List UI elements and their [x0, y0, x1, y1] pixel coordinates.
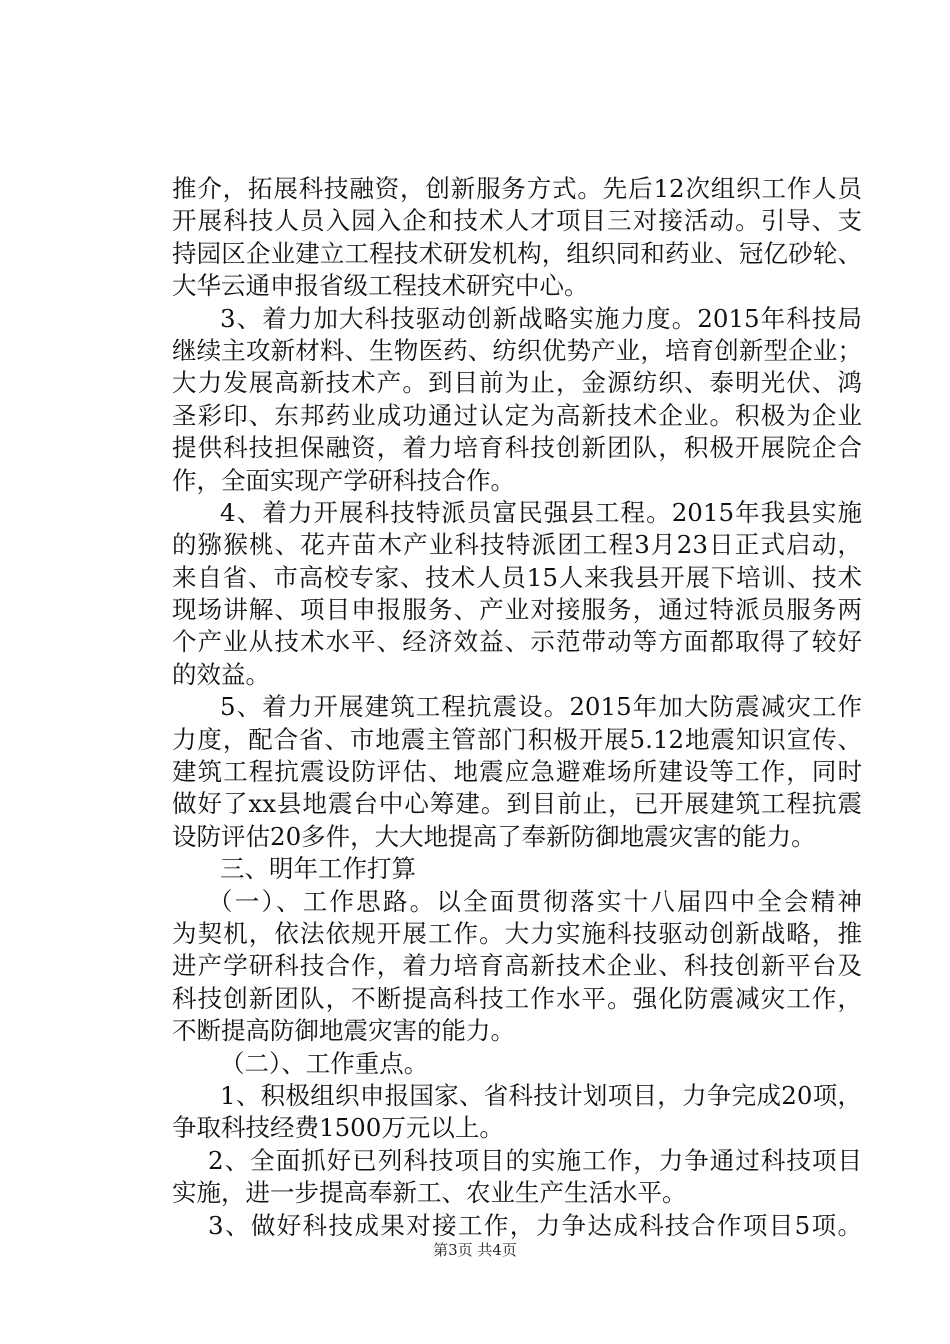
text-line: 的效益。	[172, 659, 270, 689]
text-line: 持园区企业建立工程技术研发机构，组织同和药业、冠亿砂轮、	[172, 238, 862, 268]
text-line: 提供科技担保融资，着力培育科技创新团队，积极开展院企合	[172, 433, 862, 463]
text-line: 做好了xx县地震台中心筹建。到目前止，已开展建筑工程抗震	[172, 789, 862, 819]
text-line: 推介，拓展科技融资，创新服务方式。先后12次组织工作人员	[172, 174, 862, 203]
paragraph-start-line: 1、积极组织申报国家、省科技计划项目，力争完成20项，	[220, 1080, 862, 1110]
text-line: 实施，进一步提高奉新工、农业生产生活水平。	[172, 1178, 687, 1208]
section-heading: 三、明年工作打算	[220, 854, 416, 884]
paragraph-start-line: 3、做好科技成果对接工作，力争达成科技合作项目5项。	[208, 1210, 862, 1240]
text-line: 争取科技经费1500万元以上。	[172, 1113, 504, 1143]
text-line: 现场讲解、项目申报服务、产业对接服务，通过特派员服务两	[172, 595, 862, 625]
text-line: 个产业从技术水平、经济效益、示范带动等方面都取得了较好	[172, 627, 862, 657]
page-number-footer: 第3页 共4页	[433, 1241, 517, 1259]
text-line: 圣彩印、东邦药业成功通过认定为高新技术企业。积极为企业	[172, 400, 862, 430]
text-line: 不断提高防御地震灾害的能力。	[172, 1016, 515, 1046]
text-line: 的猕猴桃、花卉苗木产业科技特派团工程3月23日正式启动，	[172, 530, 862, 560]
paragraph-start-line: 4、着力开展科技特派员富民强县工程。2015年我县实施	[220, 497, 862, 527]
text-line: 作，全面实现产学研科技合作。	[172, 465, 515, 495]
text-line: 科技创新团队，不断提高科技工作水平。强化防震减灾工作，	[172, 983, 862, 1013]
paragraph-start-line: （一）、工作思路。以全面贯彻落实十八届四中全会精神	[208, 886, 862, 916]
text-line: 来自省、市高校专家、技术人员15人来我县开展下培训、技术	[172, 562, 862, 592]
document-body	[172, 173, 862, 1242]
text-line: 继续主攻新材料、生物医药、纺织优势产业，培育创新型企业；	[172, 335, 862, 365]
text-line: 建筑工程抗震设防评估、地震应急避难场所建设等工作，同时	[172, 757, 862, 787]
text-line: 为契机，依法依规开展工作。大力实施科技驱动创新战略，推	[172, 918, 862, 948]
subsection-heading: （二）、工作重点。	[220, 1048, 429, 1078]
text-line: 开展科技人员入园入企和技术人才项目三对接活动。引导、支	[172, 206, 862, 236]
text-line: 设防评估20多件，大大地提高了奉新防御地震灾害的能力。	[172, 821, 816, 851]
paragraph-start-line: 5、着力开展建筑工程抗震设。2015年加大防震减灾工作	[220, 692, 862, 722]
text-line: 力度，配合省、市地震主管部门积极开展5.12地震知识宣传、	[172, 724, 862, 754]
text-line: 进产学研科技合作，着力培育高新技术企业、科技创新平台及	[172, 951, 862, 981]
paragraph-start-line: 3、着力加大科技驱动创新战略实施力度。2015年科技局	[220, 303, 862, 333]
paragraph-start-line: 2、全面抓好已列科技项目的实施工作，力争通过科技项目	[208, 1145, 862, 1175]
text-line: 大力发展高新技术产。到目前为止，金源纺织、泰明光伏、鸿	[172, 368, 862, 398]
text-line: 大华云通申报省级工程技术研究中心。	[172, 271, 589, 301]
